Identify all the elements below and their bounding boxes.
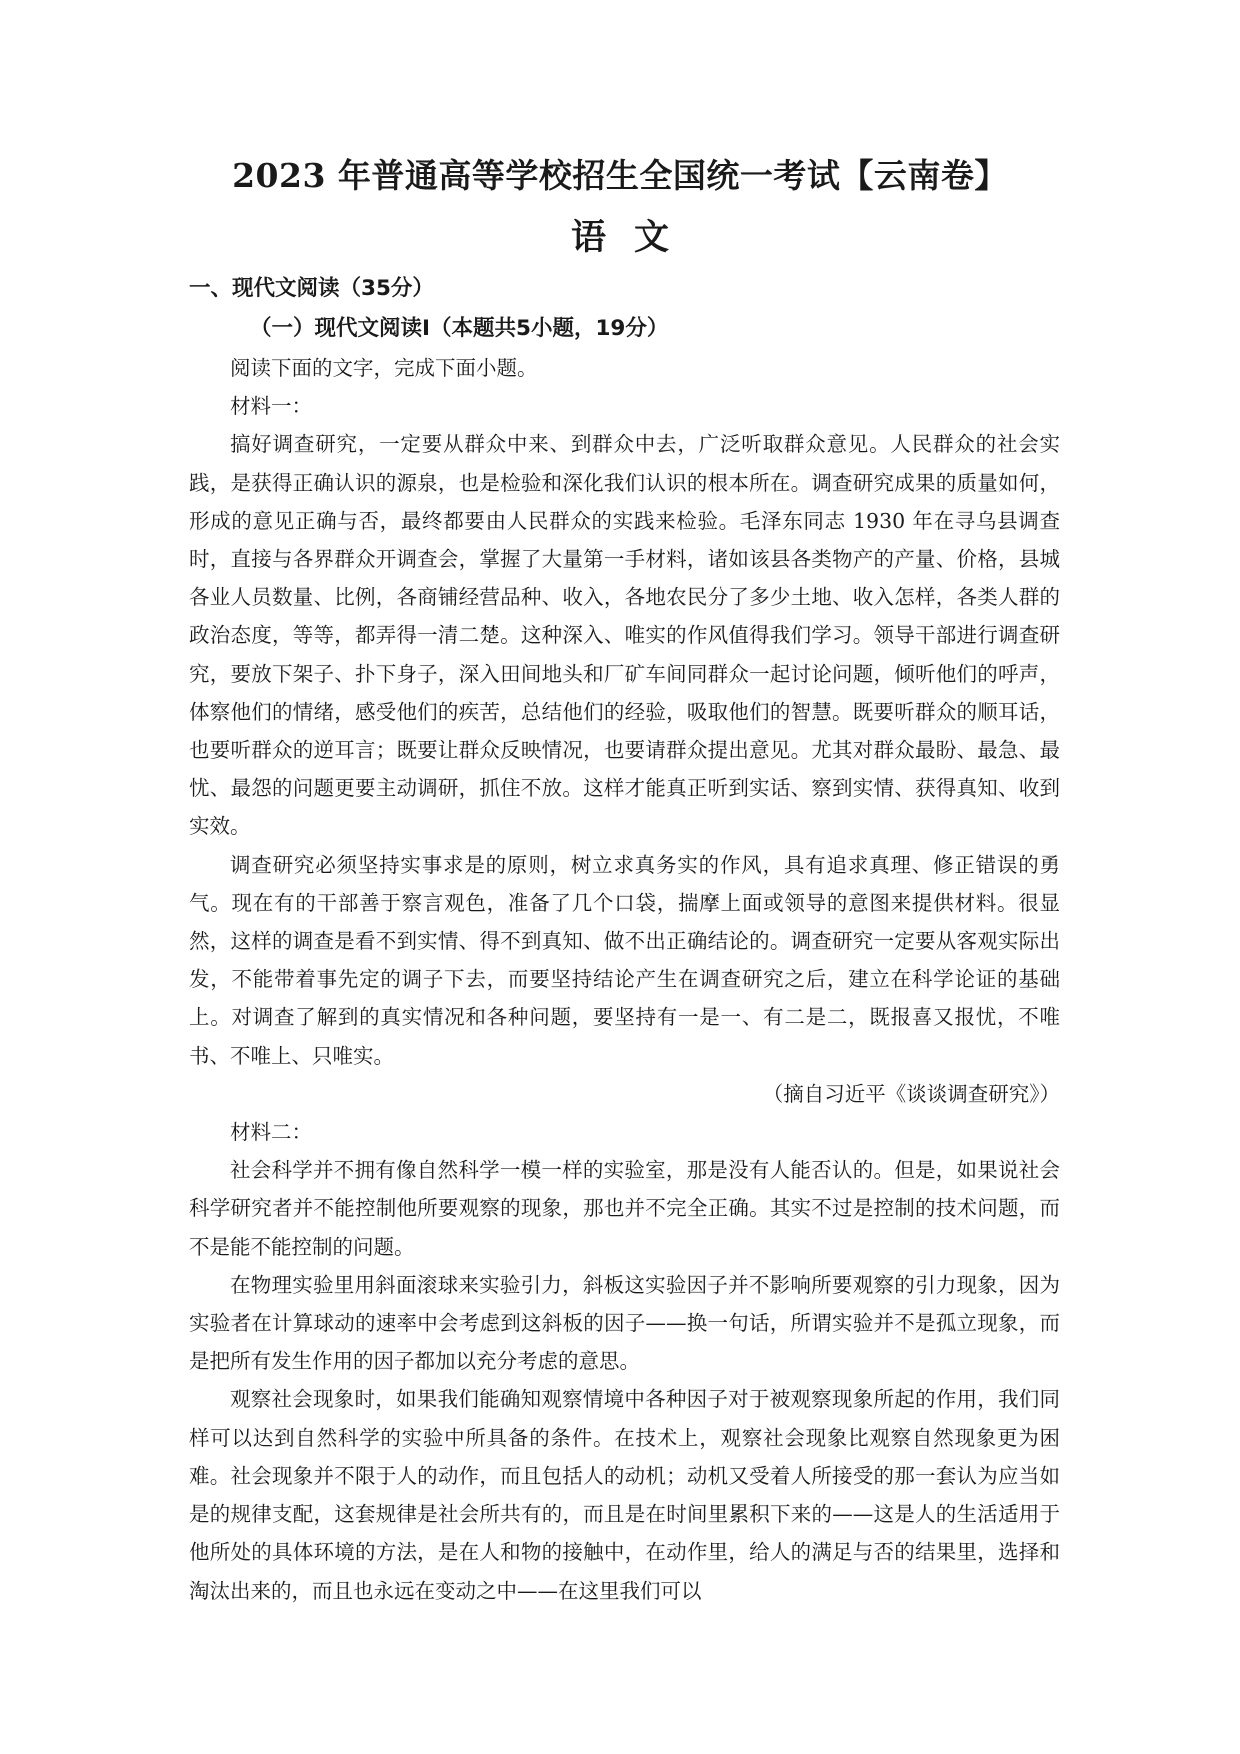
paragraph: 调查研究必须坚持实事求是的原则，树立求真务实的作风，具有追求真理、修正错误的勇气。现在有的干部善于察言观色，准备了几个口袋，揣摩上面或领导的意图来提供材料。很显然，这样的调查是看不到实情、得不到真知、做不出正确结论的。调查研究一定要从客观实际出发，不能带着事先定的调子下去，而要坚持结论产生在调查研究之后，建立在科学论证的基础上。对调查了解到的真实情况和各种问题，要坚持有一是一、有二是二，既报喜又报忧，不唯书、不唯上、只唯实。 (189, 852, 1060, 1068)
paragraph: 搞好调查研究，一定要从群众中来、到群众中去，广泛听取群众意见。人民群众的社会实践，是获得正确认识的源泉，也是检验和深化我们认识的根本所在。调查研究成果的质量如何，形成的意见正确与否，最终都要由人民群众的实践来检验。毛泽东同志 1930 年在寻乌县调查时，直接与各界群众开调查会，掌握了大量第一手材料，诸如该县各类物产的产量、价格，县城各业人员数量、比例，各商铺经营品种、收入，各地农民分了多少土地、收入怎样，各类人群的政治态度，等等，都弄得一清二楚。这种深入、唯实的作风值得我们学习。领导干部进行调查研究，要放下架子、扑下身子，深入田间地头和厂矿车间同群众一起讨论问题，倾听他们的呼声，体察他们的情绪，感受他们的疾苦，总结他们的经验，吸取他们的智慧。既要听群众的顺耳话，也要听群众的逆耳言；既要让群众反映情况，也要请群众提出意见。尤其对群众最盼、最急、最忧、最怨的问题更要主动调研，抓住不放。这样才能真正听到实话、察到实情、获得真知、收到实效。 (189, 432, 1060, 839)
material-label: 材料一： (230, 394, 312, 419)
source-citation: （摘自习近平《谈谈调查研究》） (762, 1081, 1060, 1106)
paragraph: 社会科学并不拥有像自然科学一模一样的实验室，那是没有人能否认的。但是，如果说社会科学研究者并不能控制他所要观察的现象，那也并不完全正确。其实不过是控制的技术问题，而不是能不能控制的问题。 (189, 1158, 1060, 1259)
paragraph: 观察社会现象时，如果我们能确知观察情境中各种因子对于被观察现象所起的作用，我们同样可以达到自然科学的实验中所具备的条件。在技术上，观察社会现象比观察自然现象更为困难。社会现象并不限于人的动作，而且包括人的动机；动机又受着人所接受的那一套认为应当如是的规律支配，这套规律是社会所共有的，而且是在时间里累积下来的——这是人的生活适用于他所处的具体环境的方法，是在人和物的接触中，在动作里，给人的满足与否的结果里，选择和淘汰出来的，而且也永远在变动之中——在这里我们可以 (189, 1387, 1060, 1603)
instruction: 阅读下面的文字，完成下面小题。 (230, 356, 538, 380)
subsection-heading: （一）现代文阅读Ⅰ（本题共5小题，19分） (250, 316, 669, 341)
section-heading: 一、现代文阅读（35分） (189, 276, 434, 301)
exam-title: 2023 年普通高等学校招生全国统一考试【云南卷】 (232, 156, 1008, 195)
subject-title: 语文 (570, 217, 697, 258)
reading-text (189, 349, 1060, 1610)
material-label: 材料二： (230, 1120, 312, 1145)
paragraph: 在物理实验里用斜面滚球来实验引力，斜板这实验因子并不影响所要观察的引力现象，因为实验者在计算球动的速率中会考虑到这斜板的因子——换一句话，所谓实验并不是孤立现象，而是把所有发生作用的因子都加以充分考虑的意思。 (189, 1272, 1060, 1374)
